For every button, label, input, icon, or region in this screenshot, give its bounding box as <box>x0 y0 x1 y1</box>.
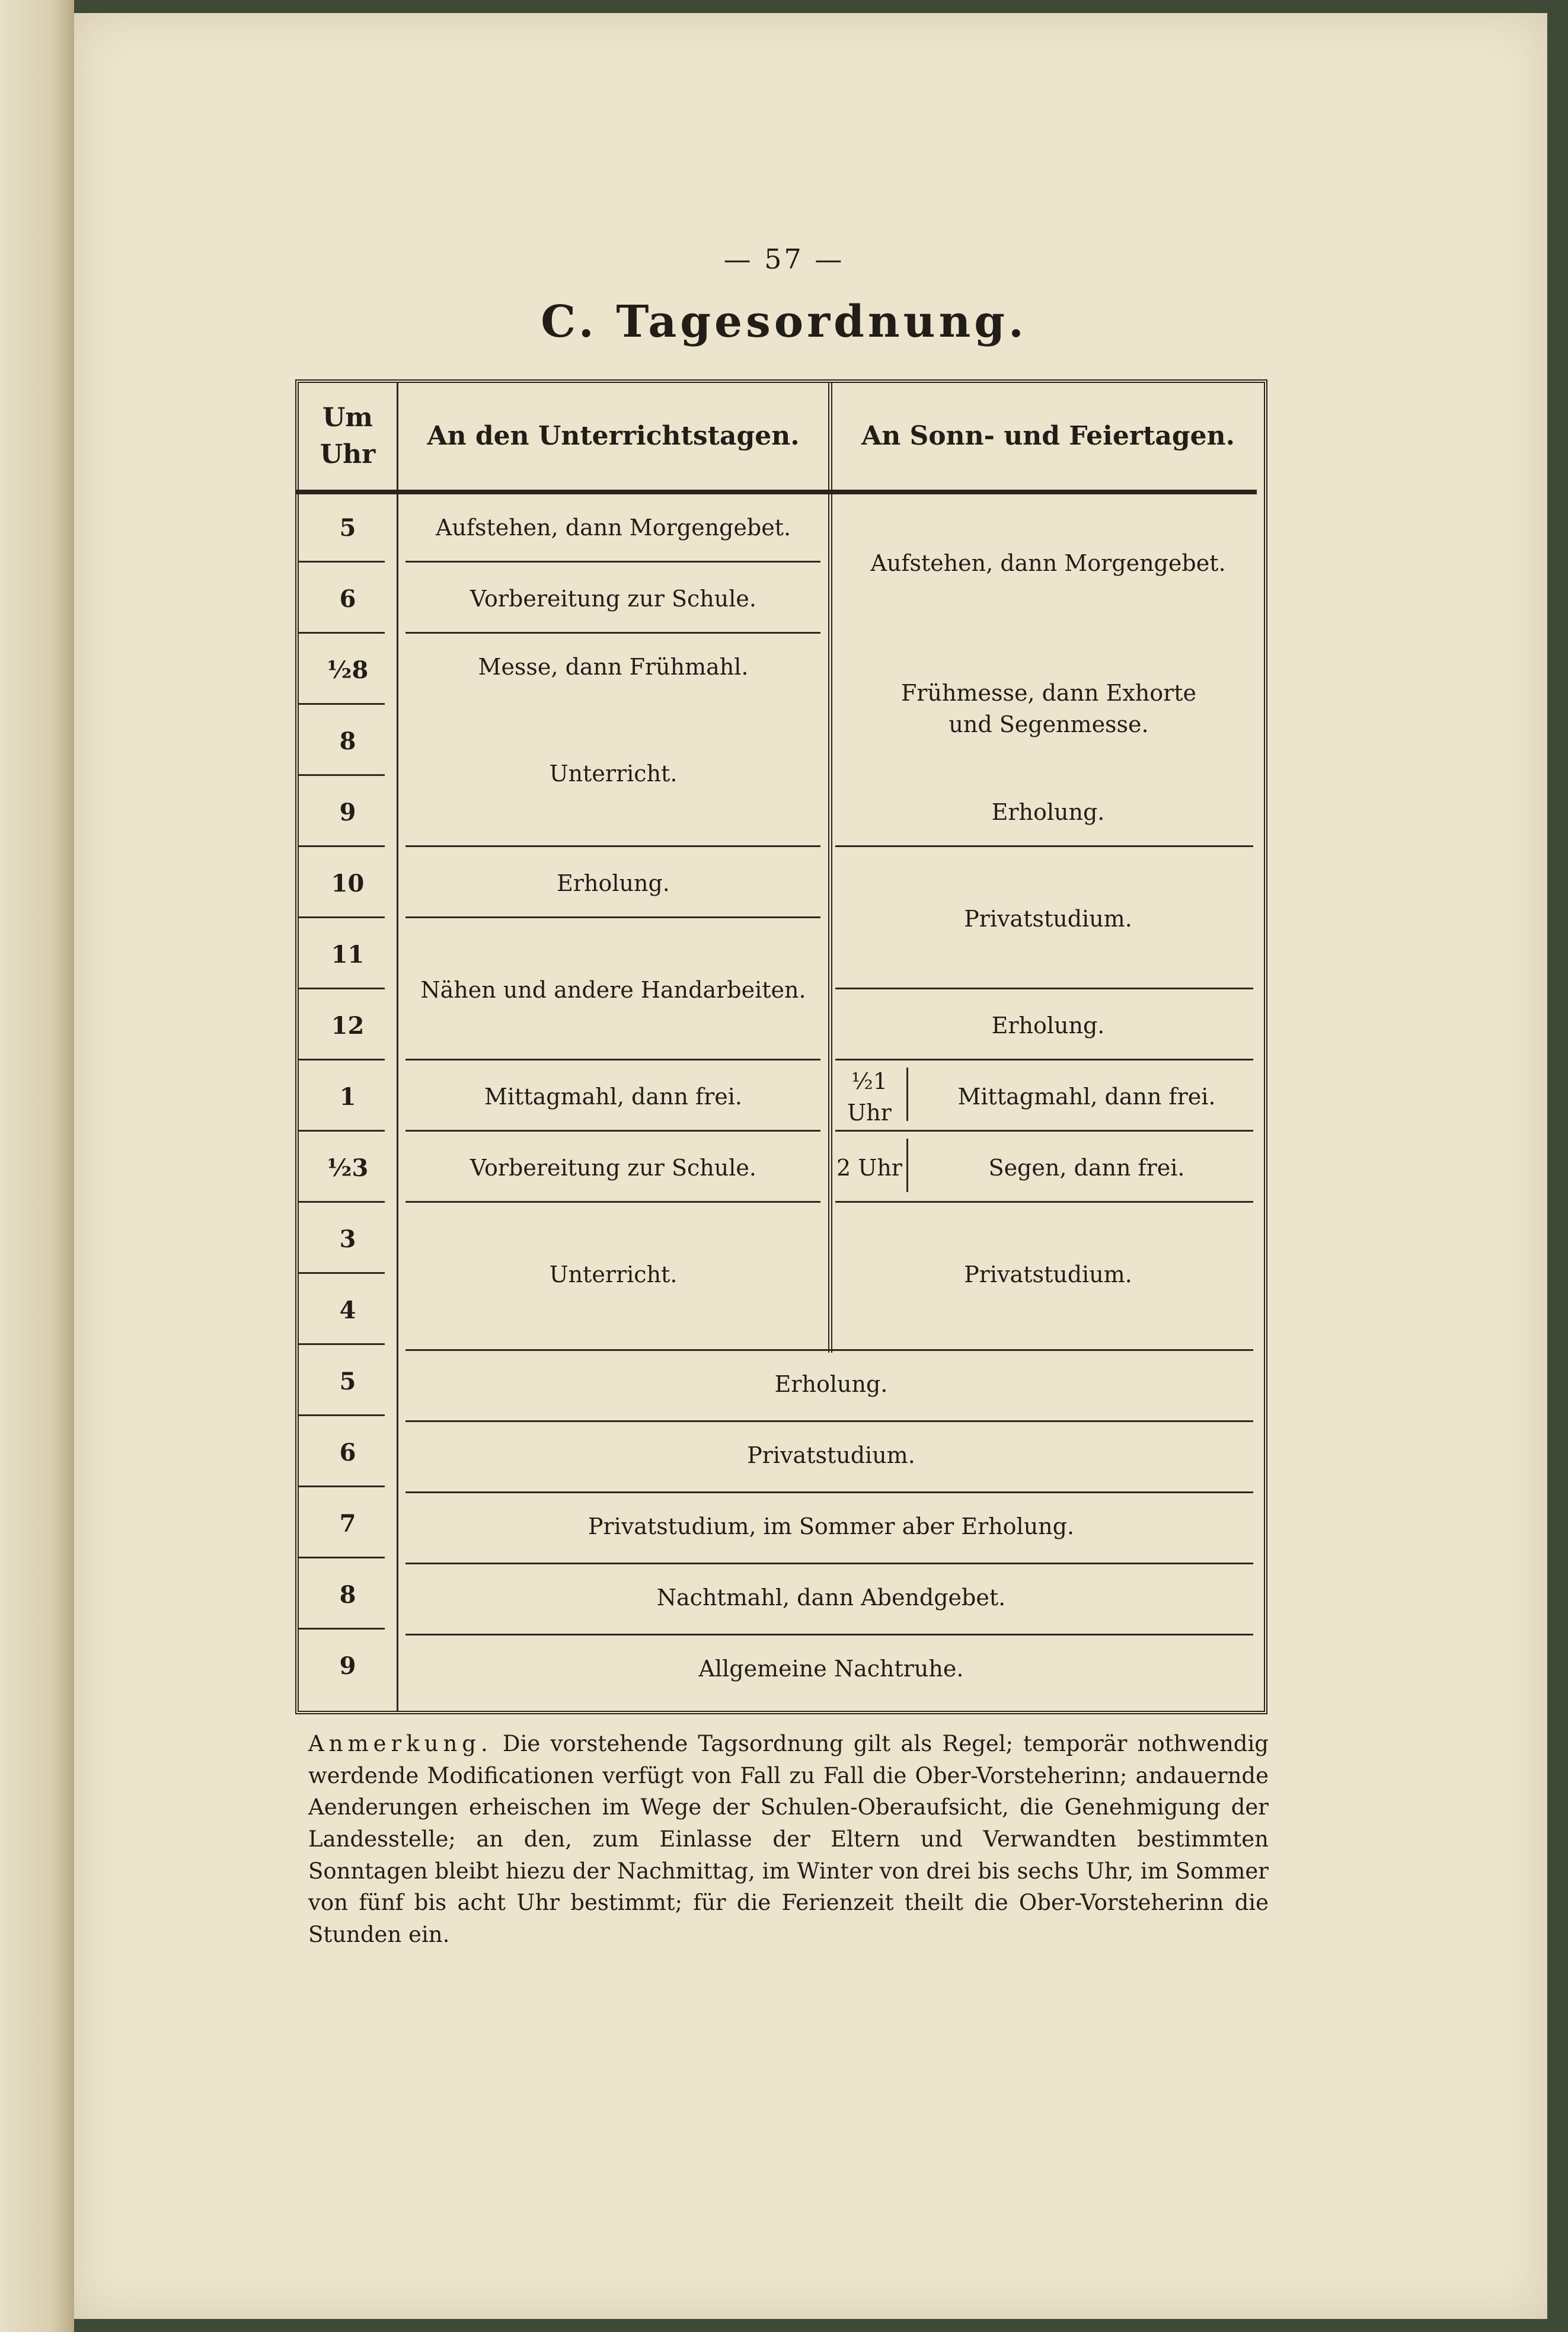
evening-rule <box>405 1634 1253 1635</box>
hour-cell: 5 <box>339 1368 356 1395</box>
hour-rule <box>299 561 385 563</box>
hour-rule <box>299 988 385 989</box>
weekday-entry: Vorbereitung zur Schule. <box>470 1155 756 1181</box>
column-divider-days <box>828 383 832 1353</box>
evening-entry: Allgemeine Nachtruhe. <box>698 1656 964 1682</box>
footnote-label: Anmerkung. <box>308 1731 493 1756</box>
hour-rule <box>299 774 385 776</box>
weekday-entry: Unterricht. <box>549 761 678 787</box>
sunday-time: 2 Uhr <box>836 1155 902 1181</box>
sunday-entry: Aufstehen, dann Morgengebet. <box>870 550 1226 577</box>
weekday-rule <box>405 632 820 634</box>
sunday-entry: Segen, dann frei. <box>988 1155 1185 1181</box>
hour-rule <box>299 916 385 918</box>
hour-rule <box>299 1628 385 1630</box>
header-hour: Um Uhr <box>320 402 376 469</box>
hour-rule <box>299 1414 385 1416</box>
page-title: C. Tagesordnung. <box>541 296 1027 347</box>
evening-entry: Privatstudium, im Sommer aber Erholung. <box>587 1513 1075 1540</box>
weekday-rule <box>405 1201 820 1203</box>
sunday-rule <box>835 1130 1253 1132</box>
evening-entry: Erholung. <box>774 1371 888 1398</box>
book-spine <box>0 0 74 2332</box>
sunday-entry: Privatstudium. <box>964 1261 1132 1288</box>
hour-rule <box>299 1557 385 1558</box>
hour-cell: 8 <box>339 727 356 755</box>
header-sundays: An Sonn- und Feiertagen. <box>861 421 1235 452</box>
sunday-rule <box>835 845 1253 847</box>
sunday-time: ½1 Uhr <box>847 1068 892 1126</box>
hour-rule <box>299 1486 385 1487</box>
sunday-rule <box>835 1059 1253 1060</box>
sunday-time-divider <box>906 1139 908 1192</box>
page-number: — 57 — <box>723 243 845 275</box>
weekday-entry: Aufstehen, dann Morgengebet. <box>435 515 791 541</box>
sunday-entry: Erholung. <box>991 799 1105 826</box>
footnote <box>308 1728 1269 1950</box>
header-weekdays: An den Unterrichtstagen. <box>427 421 800 452</box>
sunday-entry: Erholung. <box>991 1012 1105 1039</box>
hour-rule <box>299 1272 385 1274</box>
sunday-rule <box>835 988 1253 989</box>
weekday-entry: Unterricht. <box>549 1261 678 1288</box>
hour-cell: 6 <box>339 585 356 613</box>
hour-cell: 1 <box>339 1083 356 1111</box>
hour-cell: 9 <box>339 798 356 826</box>
hour-rule <box>299 703 385 705</box>
weekday-entry: Vorbereitung zur Schule. <box>470 586 756 612</box>
evening-rule <box>405 1563 1253 1564</box>
hour-rule <box>299 1059 385 1060</box>
hour-cell: ½8 <box>327 656 369 684</box>
sunday-entry: Mittagmahl, dann frei. <box>957 1084 1216 1110</box>
evening-rule <box>405 1420 1253 1422</box>
weekday-entry: Erholung. <box>557 870 670 897</box>
hour-cell: 3 <box>339 1225 356 1253</box>
weekday-rule <box>405 845 820 847</box>
hour-cell: ½3 <box>327 1154 369 1182</box>
hour-cell: 9 <box>339 1652 356 1680</box>
sunday-rule <box>835 1201 1253 1203</box>
sunday-entry: Frühmesse, dann Exhorte und Segenmesse. <box>900 679 1197 737</box>
evening-rule <box>405 1349 1253 1351</box>
weekday-entry: Nähen und andere Handarbeiten. <box>420 977 806 1004</box>
schedule-table <box>295 379 1267 1714</box>
hour-cell: 10 <box>331 870 365 897</box>
weekday-rule <box>405 1059 820 1060</box>
hour-cell: 6 <box>339 1439 356 1467</box>
hour-rule <box>299 1201 385 1203</box>
hour-cell: 12 <box>331 1012 365 1040</box>
hour-cell: 11 <box>331 941 365 969</box>
weekday-rule <box>405 916 820 918</box>
hour-cell: 4 <box>339 1296 356 1324</box>
hour-rule <box>299 1130 385 1132</box>
hour-rule <box>299 1343 385 1345</box>
footnote-text: Die vorstehende Tagsordnung gilt als Regel; temporär nothwendig werdende Modificationen verfügt von Fall zu Fall die Ober-Vorsteherinn; andauernde Aenderungen erheischen im Wege der Schulen-Oberaufsicht, die Genehmigung der Landesstelle; an den, zum Einlasse der Eltern und Verwandten bestimmten Sonntagen bleibt hiezu der Nachmittag, im Winter von drei bis sechs Uhr, im Sommer von fünf bis acht Uhr bestimmt; für die Ferienzeit theilt die Ober-Vorsteherinn die Stunden ein. <box>308 1731 1269 1947</box>
sunday-entry: Privatstudium. <box>964 906 1132 932</box>
weekday-entry: Mittagmahl, dann frei. <box>484 1084 742 1110</box>
evening-entry: Privatstudium. <box>747 1442 915 1469</box>
weekday-entry: Messe, dann Frühmahl. <box>478 654 749 681</box>
hour-cell: 5 <box>339 514 356 542</box>
hour-rule <box>299 632 385 634</box>
evening-rule <box>405 1491 1253 1493</box>
weekday-rule <box>405 1130 820 1132</box>
weekday-rule <box>405 561 820 563</box>
evening-entry: Nachtmahl, dann Abendgebet. <box>656 1585 1006 1611</box>
header-rule <box>296 490 1257 494</box>
hour-cell: 7 <box>339 1510 356 1538</box>
hour-cell: 8 <box>339 1581 356 1609</box>
sunday-time-divider <box>906 1068 908 1121</box>
hour-rule <box>299 845 385 847</box>
